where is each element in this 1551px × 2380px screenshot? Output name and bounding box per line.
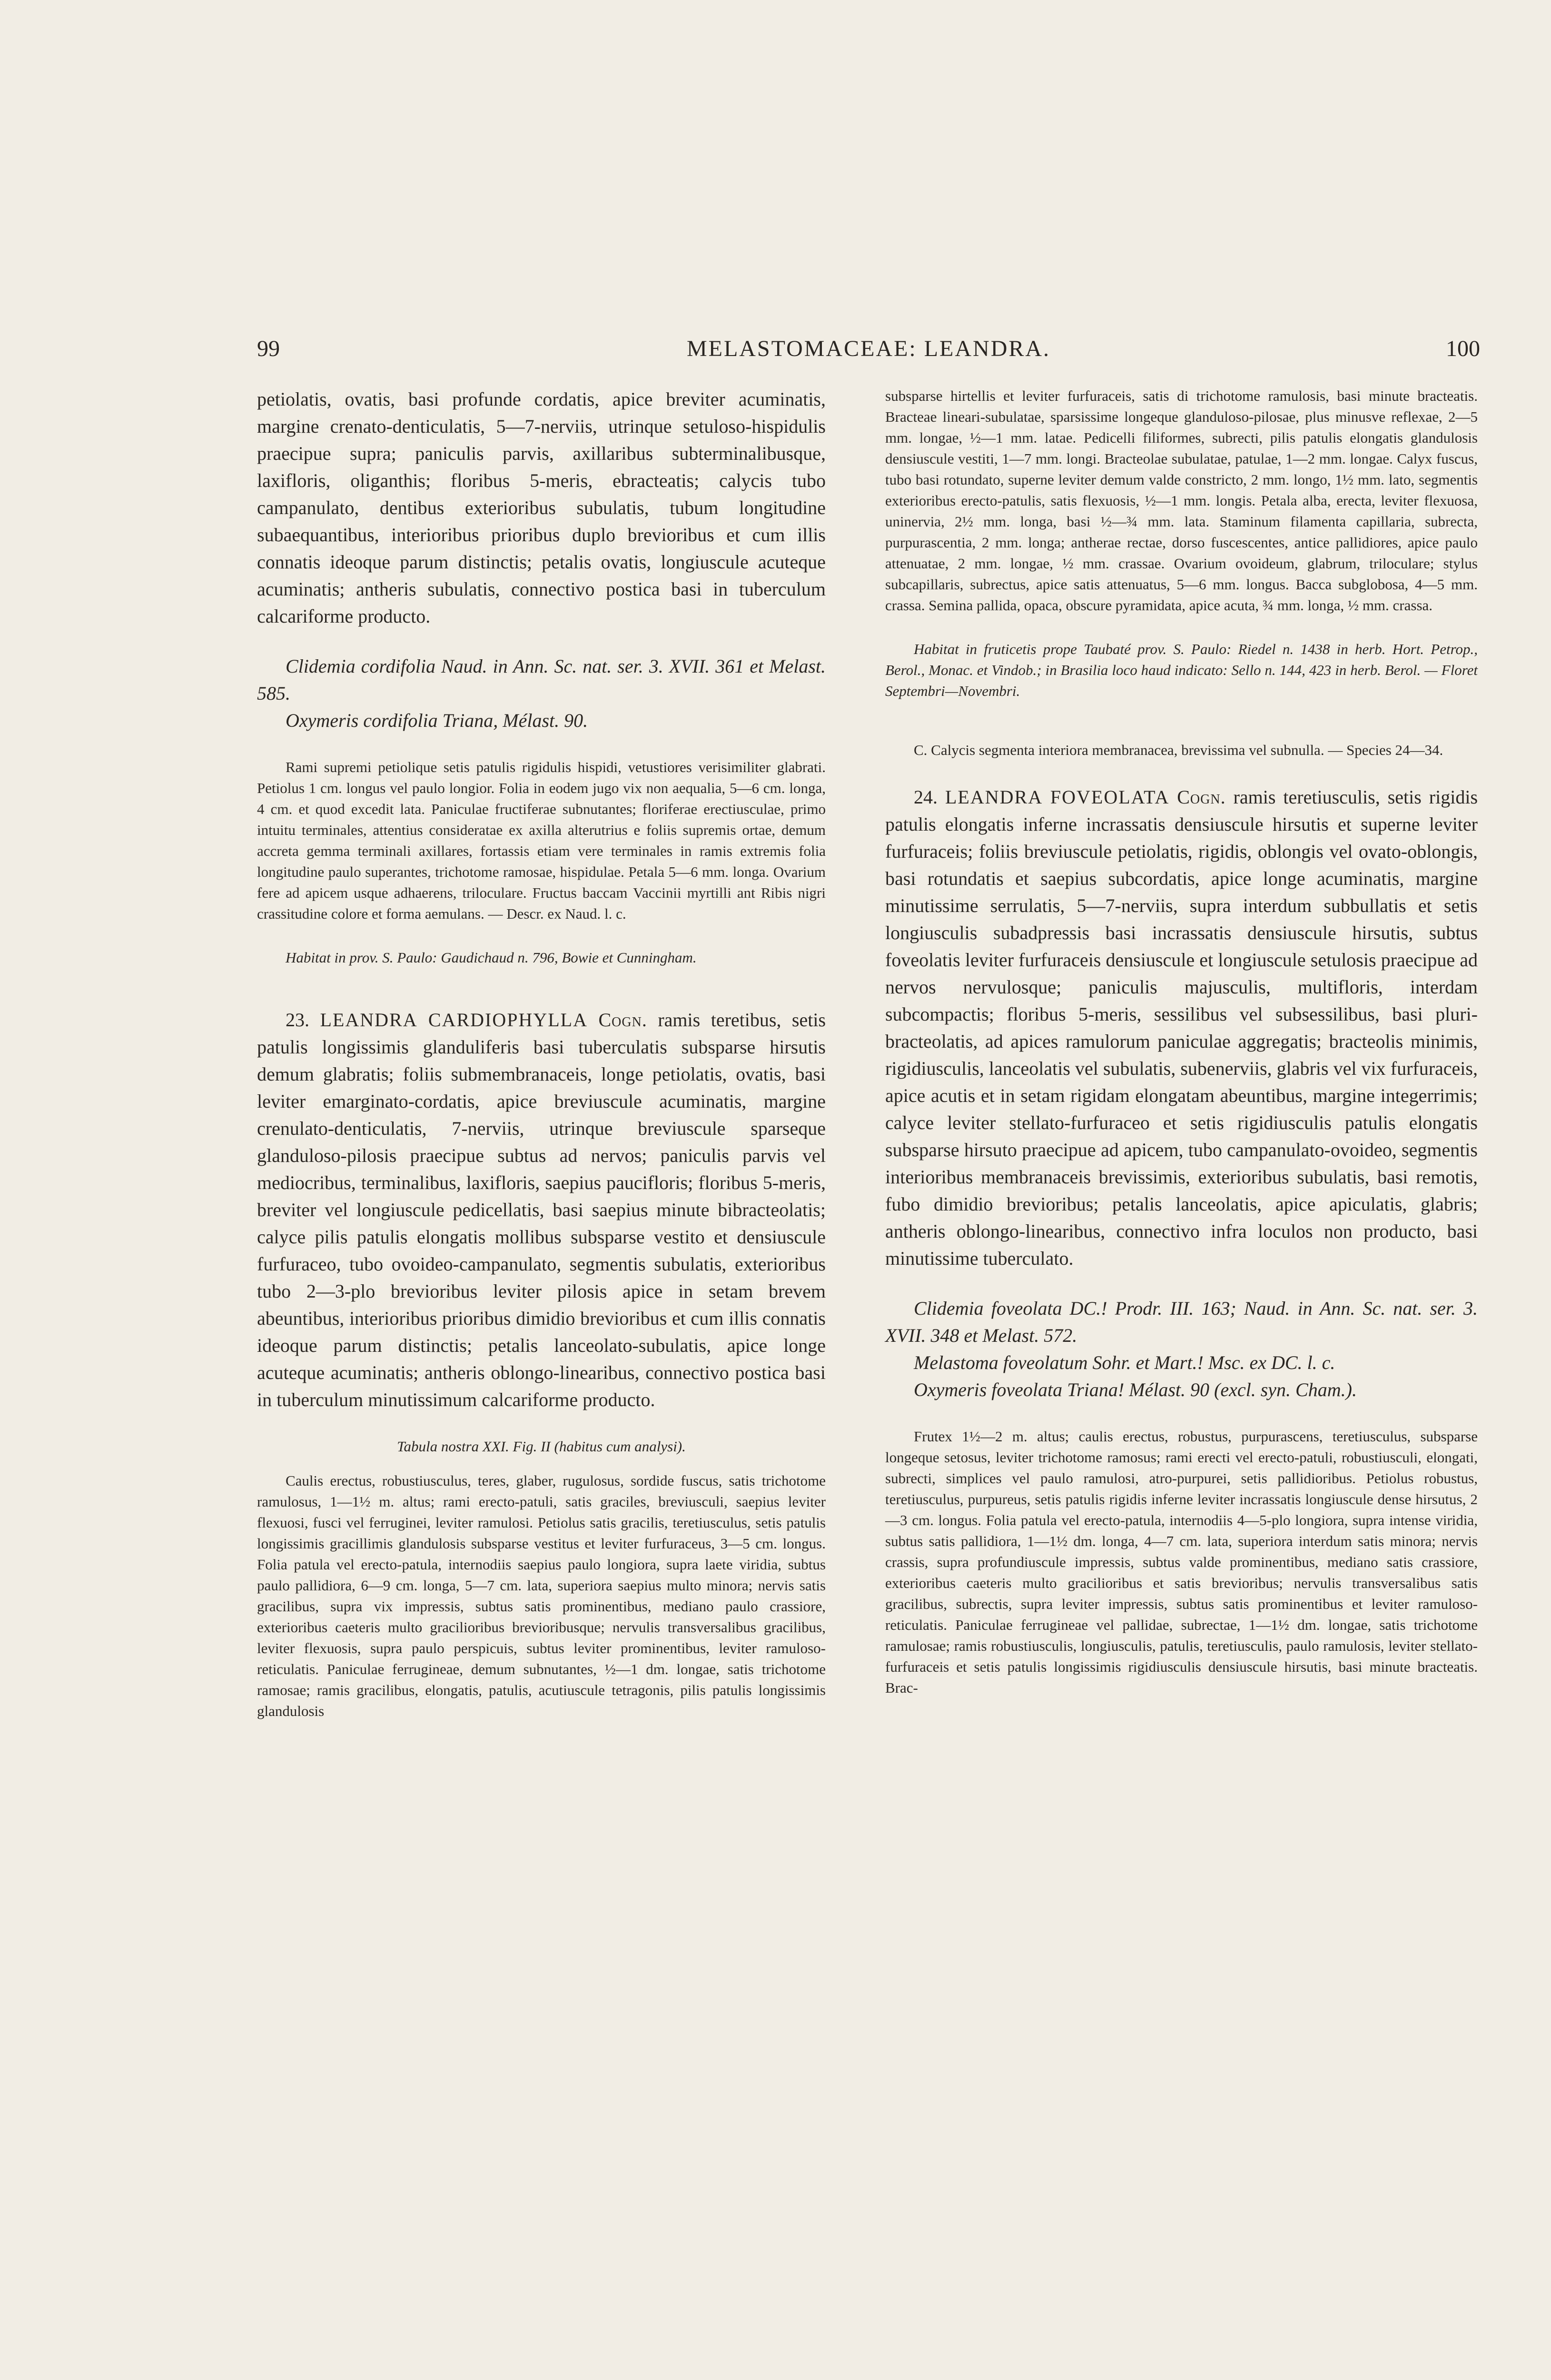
species-description: ramis teretiusculis, setis rigidis patulis elongatis inferne incrassatis densiuscule hirsutis et superne leviter furfuraceis; foliis breviuscule petiolatis, rigidis, oblongis vel ovato-oblongis, basi rotundatis et saepius subcordatis, apice longe acuminatis, margine minutissime serrulatis, 5—7-nerviis, supra interdum subbullatis et setis longiusculis subadpressis basi incrassatis densiuscule hirsutis, subtus foveolatis leviter furfuraceis densiuscule et longiuscule setulosis praecipue ad nervos nervulosque; paniculis majusculis, multifloris, interdam subcompactis; floribus 5-meris, sessilibus vel subsessilibus, basi pluri-bracteolatis, ad apices ramulorum paniculae aggregatis; bracteolis minimis, rigidiusculis, lanceolatis vel subulatis, subenerviis, glabris vel vix furfuraceis, apice acutis et in setam rigidam elongatam abeuntibus, margine integerrimis; calyce leviter stellato-furfuraceo et setis rigidiusculis patulis elongatis subsparse hirsuto praecipue ad apicem, tubo campanulato-ovoideo, segmentis interioribus membranaceis brevissimis, exterioribus subulatis, basi remotis, fubo dimidio brevioribus; petalis lanceolatis, apice apiculatis, glabris; antheris oblongo-linearibus, connectivo infra loculos non producto, basi minutissime tuberculato.: [885, 786, 1478, 1269]
left-column: [257, 386, 826, 1722]
species-name: LEANDRA CARDIOPHYLLA: [320, 1009, 588, 1031]
page-number-right: 100: [1446, 336, 1480, 361]
plate-reference: Tabula nostra XXI. Fig. II (habitus cum analysi).: [397, 1438, 686, 1455]
species-author: Cogn.: [598, 1009, 647, 1031]
species-author: Cogn.: [1177, 786, 1226, 808]
species-23-entry: [257, 1006, 826, 1413]
description-continued: petiolatis, ovatis, basi profunde cordatis, apice breviter acuminatis, margine crenato-denticulatis, 5—7-nerviis, utrinque setuloso-hispidulis praecipue supra; paniculis parvis, axillaribus subterminalibusque, laxifloris, oliganthis; floribus 5-meris, ebracteatis; calycis tubo campanulato, dentibus exterioribus subulatis, tubum longitudine subaequantibus, interioribus prioribus duplo brevioribus et cum illis connatis ideoque parum distinctis; petalis ovatis, longiuscule acuteque acuminatis; antheris subulatis, connectivo postica basi in tuberculum calcariforme producto.: [257, 388, 826, 627]
description-continued-right: subsparse hirtellis et leviter furfuraceis, satis di trichotome ramulosis, basi minute bracteatis. Bracteae lineari-subulatae, sparsissime longeque glanduloso-pilosae, plus minusve reflexae, 2—5 mm. longae, ½—1 mm. latae. Pedicelli filiformes, subrecti, pilis patulis elongatis glandulosis densiuscule vestiti, 1—7 mm. longi. Bracteolae subulatae, patulae, 1—2 mm. longae. Calyx fuscus, tubo basi rotundato, superne leviter demum valde constricto, 2 mm. longo, 1½ mm. lato, segmentis exterioribus erecto-patulis, satis flexuosis, ½—1 mm. longis. Petala alba, erecta, leviter flexuosa, uninervia, 2½ mm. longa, basi ½—¾ mm. lata. Staminum filamenta capillaria, subrecta, purpurascentia, 2 mm. longa; antherae rectae, dorso fuscescentes, antice pallidiores, apice paulo attenuatae, 2 mm. longae, ½ mm. crassae. Ovarium ovoideum, glabrum, triloculare; stylus subcapillaris, subrectus, apice satis attenuatus, 5—6 mm. longus. Bacca subglobosa, 4—5 mm. crassa. Semina pallida, opaca, obscure pyramidata, apice acuta, ¾ mm. longa, ½ mm. crassa.: [885, 387, 1478, 614]
synonym-clidemia-cordifolia: Clidemia cordifolia Naud. in Ann. Sc. nat. ser. 3. XVII. 361 et Melast. 585.: [257, 655, 826, 704]
species-24-entry: [885, 783, 1478, 1272]
species-name: LEANDRA FOVEOLATA: [945, 786, 1170, 808]
synonym-melastoma-foveolatum: Melastoma foveolatum Sohr. et Mart.! Msc. ex DC. l. c.: [914, 1352, 1335, 1373]
synonym-oxymeris-foveolata: Oxymeris foveolata Triana! Mélast. 90 (excl. syn. Cham.).: [914, 1379, 1357, 1400]
detailed-description-23: Caulis erectus, robustiusculus, teres, glaber, rugulosus, sordide fuscus, satis trichotome ramulosus, 1—1½ m. altus; rami erecto-patuli, satis graciles, breviusculi, saepius leviter flexuosi, fusci vel ferruginei, leviter ramulosi. Petiolus satis gracilis, teretiusculus, setis patulis longissimis gracillimis glandulosis subsparse vestitus et leviter furfuraceus, 3—5 cm. longus. Folia patula vel erecto-patula, internodiis saepius paulo longiora, supra laete viridia, subtus paulo pallidiora, 6—9 cm. longa, 5—7 cm. lata, superiora saepius multo minora; nervis satis gracilibus, supra vix impressis, subtus satis prominentibus, mediano paulo crassiore, exterioribus caeteris multo gracilioribus brevioribusque; nervulis transversalibus gracilibus, leviter flexuosis, supra paulo perspicuis, subtus leviter prominentibus, leviter ramuloso-reticulatis. Paniculae ferrugineae, demum subnutantes, ½—1 dm. longae, satis trichotome ramosae; ramis gracilibus, elongatis, patulis, acutiuscule tetragonis, pilis patulis longissimis glandulosis: [257, 1472, 826, 1719]
running-header: [257, 336, 1480, 369]
detailed-description: Rami supremi petiolique setis patulis rigidulis hispidi, vetustiores verisimiliter glabrati. Petiolus 1 cm. longus vel paulo longior. Folia in eodem jugo vix non aequalia, 5—6 cm. longa, 4 cm. et quod excedit lata. Paniculae fructiferae subnutantes; floriferae erectiusculae, primo intuitu terminales, attentius consideratae ex axilla alterutrius e foliis supremis ortae, demum accreta gemma terminali axillares, fortassis etiam vere terminales in ramis extremis folia longitudine paulo superantes, trichotome ramosae, hispidulae. Petala 5—6 mm. longa. Ovarium fere ad apicem usque adhaerens, triloculare. Fructus baccam Vaccinii myrtilli ant Ribis nigri crassitudine colore et forma aemulans. — Descr. ex Naud. l. c.: [257, 759, 826, 922]
species-number: 24.: [914, 786, 938, 808]
synonym-clidemia-foveolata: Clidemia foveolata DC.! Prodr. III. 163; Naud. in Ann. Sc. nat. ser. 3. XVII. 348 et Melast. 572.: [885, 1298, 1478, 1346]
running-title: MELASTOMACEAE: LEANDRA.: [686, 336, 1051, 361]
species-number: 23.: [286, 1009, 309, 1031]
right-column: [885, 386, 1478, 1698]
detailed-description-24: Frutex 1½—2 m. altus; caulis erectus, robustus, purpurascens, teretiusculus, subsparse longeque setosus, leviter trichotome ramosus; rami erecti vel erecto-patuli, robustiusculi, elongati, subrecti, simplices vel paulo ramulosi, atro-purpurei, setis pallidioribus. Petiolus robustus, teretiusculus, purpureus, setis patulis rigidis inferne leviter incrassatis longiuscule dense hirsutus, 2—3 cm. longus. Folia patula vel erecto-patula, internodiis 4—5-plo longiora, supra intense viridia, subtus satis pallidiora, 1—1½ dm. longa, 4—7 cm. lata, superiora interdum satis minora; nervis crassis, supra profundiuscule impressis, subtus valde prominentibus, mediano satis crassiore, exterioribus caeteris multo gracilioribus et satis brevioribus; nervulis transversalibus satis gracilibus, subrectis, supra leviter impressis, subtus satis prominentibus et leviter ramuloso-reticulatis. Paniculae ferrugineae vel pallidae, subrectae, 1—1½ dm. longae, satis trichotome ramulosae; ramis robustiusculis, longiusculis, patulis, teretiusculis, paulo ramulosis, leviter stellato-furfuraceis et setis patulis longissimis rigidiusculis densiuscule hirsutis, basi minute bracteatis. Brac-: [885, 1428, 1478, 1696]
habitat-note-23: Habitat in fruticetis prope Taubaté prov. S. Paulo: Riedel n. 1438 in herb. Hort. Petrop., Berol., Monac. et Vindob.; in Brasilia loco haud indicato: Sello n. 144, 423 in herb. Berol. — Floret Septembri—Novembri.: [885, 641, 1478, 699]
synonym-oxymeris-cordifolia: Oxymeris cordifolia Triana, Mélast. 90.: [286, 710, 588, 731]
species-description: ramis teretibus, setis patulis longissimis glanduliferis basi tuberculatis subsparse hirsutis demum glabratis; foliis submembranaceis, longe petiolatis, ovatis, basi leviter emarginato-cordatis, apice breviuscule acuminatis, margine crenulato-denticulatis, 7-nerviis, utrinque breviuscule sparseque glanduloso-pilosis praecipue subtus ad nervos; paniculis parvis vel mediocribus, terminalibus, laxifloris, saepius paucifloris; floribus 5-meris, breviter vel longiuscule pedicellatis, basi saepius minute bibracteolatis; calyce pilis patulis elongatis mollibus subsparse vestito et densiuscule furfuraceo, tubo ovoideo-campanulato, segmentis subulatis, exterioribus tubo 2—3-plo brevioribus leviter pilosis apice in setam brevem abeuntibus, interioribus prioribus dimidio brevioribus et cum illis connatis ideoque parum distinctis; petalis lanceolato-subulatis, apice longe acuteque acuminatis; antheris oblongo-linearibus, connectivo postica basi in tuberculum minutissimum calcariforme producto.: [257, 1009, 826, 1410]
section-c-heading: C. Calycis segmenta interiora membranacea, brevissima vel subnulla. — Species 24—34.: [914, 742, 1443, 758]
habitat-note: Habitat in prov. S. Paulo: Gaudichaud n. 796, Bowie et Cunningham.: [286, 949, 697, 966]
page-number-left: 99: [257, 336, 280, 361]
